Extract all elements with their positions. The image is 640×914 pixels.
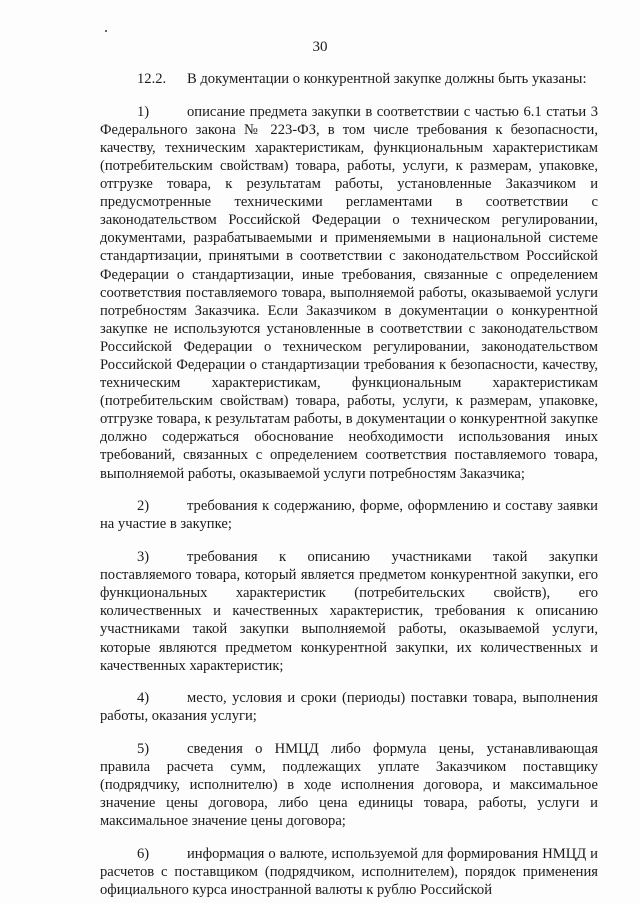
section-heading-paragraph — [100, 70, 598, 88]
list-item-text: место, условия и сроки (периоды) поставки товара, выполнения работы, оказания услуги; — [100, 690, 598, 725]
list-item-text: сведения о НМЦД либо формула цены, устанавливающая правила расчета сумм, подлежащих уплате Заказчиком поставщику (подрядчику, исполнителю) в ходе исполнения договора, и максимальное значение цены договора, либо цена единицы товара, работы, услуги и максимальное значение цены договора; — [100, 741, 598, 830]
list-item-number: 2) — [137, 498, 150, 515]
list-item — [100, 689, 598, 725]
list-item-number: 6) — [137, 846, 150, 863]
list-item-text: информация о валюте, используемой для формирования НМЦД и расчетов с поставщиком (подрядчиком, исполнителем), порядок применения официального курса иностранной валюты к рублю Российской — [100, 846, 598, 899]
list-item-number: 4) — [137, 690, 150, 707]
list-item-text: описание предмета закупки в соответствии с частью 6.1 статьи 3 Федерального закона № 223-ФЗ, в том числе требования к безопасности, качеству, техническим характеристикам, функциональным характеристикам (потребительским свойствам) товара, работы, услуги, к размерам, упаковке, отгрузке товара, к результатам работы, установленные Заказчиком и предусмотренные техническими регламентами в соответствии с законодательством Российской Федерации о техническом регулировании, документами, разрабатываемыми и применяемыми в национальной системе стандартизации, принятыми в соответствии с законодательством Российской Федерации о стандартизации, иные требования, связанные с определением соответствия поставляемого товара, выполняемой работы, оказываемой услуги потребностям Заказчика. Если Заказчиком в документации о конкурентной закупке не используются установленные в соответствии с законодательством Российской Федерации о техническом регулировании, законодательством Российской Федерации о стандартизации требования к безопасности, качеству, техническим характеристикам, функциональным характеристикам (потребительским свойствам) товара, работы, услуги, к размерам, упаковке, отгрузке товара, к результатам работы, в документации о конкурентной закупке должно содержаться обоснование необходимости использования иных требований, связанных с определением соответствия поставляемого товара, выполняемой работы, оказываемой услуги потребностям Заказчика; — [100, 103, 598, 482]
document-body — [100, 70, 598, 914]
page-number: 30 — [312, 39, 328, 55]
list-item-text: требования к описанию участниками такой закупки поставляемого товара, который является предметом конкурентной закупки, его функциональных характеристик (потребительских свойств), его количественных и качественных характеристик, требования к описанию участниками такой закупки выполняемой работы, оказываемой услуги, которые являются предметом конкурентной закупки, их количественных и качественных характеристик; — [100, 549, 598, 674]
list-item — [100, 548, 598, 675]
scan-speck — [105, 30, 107, 32]
list-item-text: требования к содержанию, форме, оформлению и составу заявки на участие в закупке; — [100, 498, 598, 533]
section-number: 12.2. — [137, 71, 167, 87]
section-intro: В документации о конкурентной закупке должны быть указаны: — [187, 71, 587, 87]
list-item-number: 1) — [137, 103, 150, 120]
list-item-number: 5) — [137, 741, 150, 758]
list-item — [100, 845, 598, 899]
list-item — [100, 740, 598, 830]
list-item-number: 3) — [137, 549, 150, 566]
list-item — [100, 103, 598, 483]
list-item — [100, 497, 598, 533]
